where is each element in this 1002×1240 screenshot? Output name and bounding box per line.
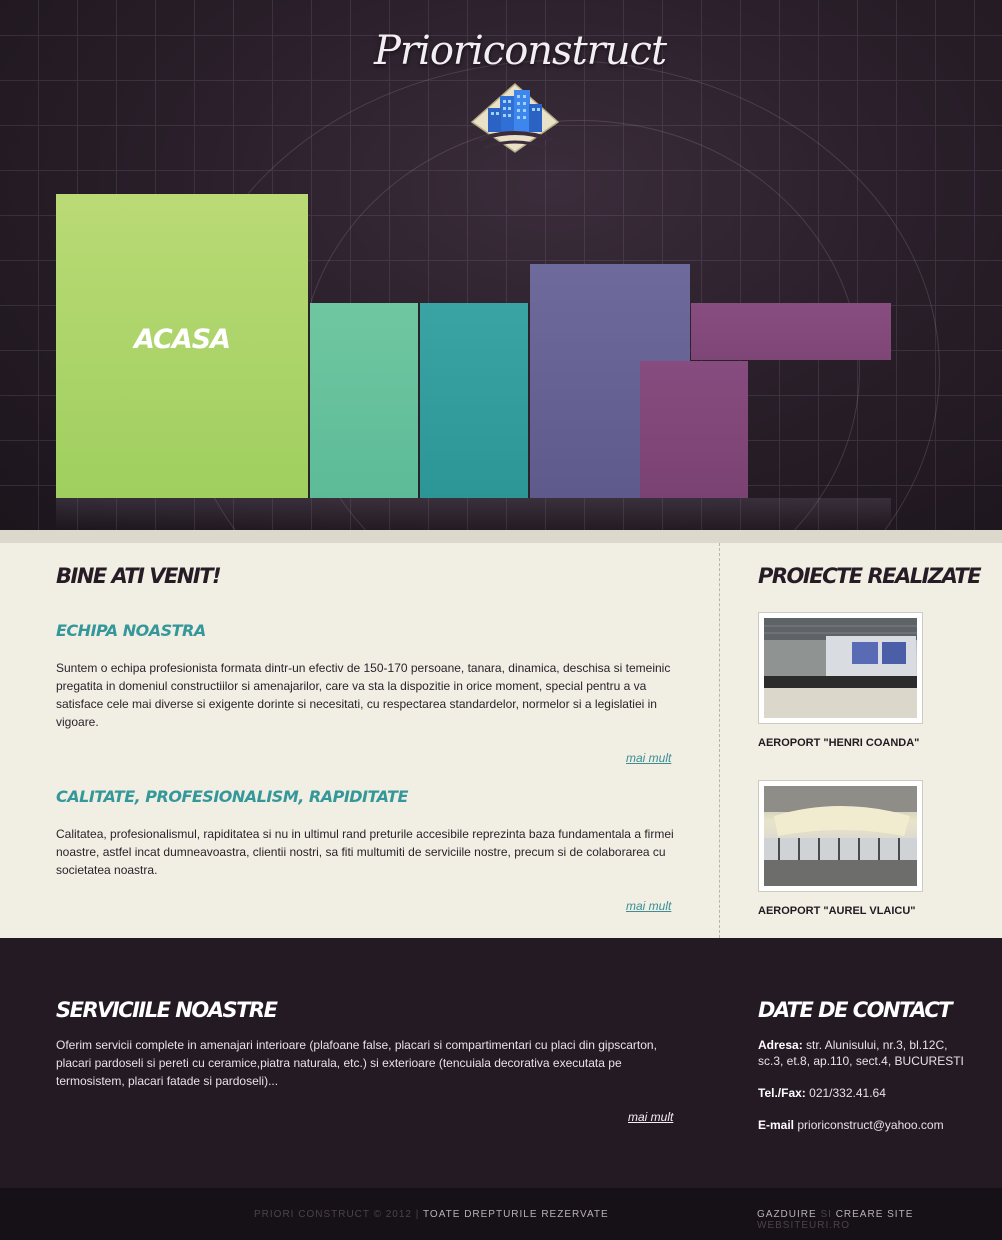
copyright-text: PRIORI CONSTRUCT © 2012	[254, 1209, 412, 1220]
email-link[interactable]: prioriconstruct@yahoo.com	[797, 1118, 944, 1132]
terminal-interior-illustration	[764, 786, 917, 886]
column-divider	[719, 543, 720, 938]
services-text: Oferim servicii complete in amenajari interioare (plafoane false, placari si compartimentari cu placi din gipscarton, placari pardoseli si pereti cu ceramice,piatra naturala, etc.) si exterioare (tencuiala decorativa executata pe termosistem, placari fatade si pardoseli)...	[56, 1038, 657, 1088]
main-content	[0, 530, 1002, 938]
services-read-more-link[interactable]: mai mult	[628, 1110, 674, 1124]
section-title: CALITATE, PROFESIONALISM, RAPIDITATE	[56, 787, 408, 806]
read-more-link[interactable]: mai mult	[626, 899, 672, 913]
nav-tile-5[interactable]	[640, 361, 748, 498]
nav-tile-6[interactable]	[691, 303, 891, 360]
header	[0, 0, 1002, 530]
site-creation-link[interactable]: CREARE SITE	[835, 1209, 914, 1220]
address-label: Adresa:	[758, 1038, 803, 1052]
contact-address	[758, 1037, 964, 1069]
address-line-1: str. Alunisului, nr.3, bl.12C,	[806, 1038, 948, 1052]
project-caption: AEROPORT "AUREL VLAICU"	[758, 905, 916, 917]
nav-tile-acasa[interactable]	[56, 194, 308, 498]
provider-link[interactable]: WEBSITEURI.RO	[757, 1220, 851, 1231]
phone-number: 021/332.41.64	[809, 1086, 886, 1100]
footer-copyright	[254, 1209, 609, 1220]
credits-conjunction: SI	[820, 1209, 832, 1220]
footer-separator: |	[415, 1209, 420, 1220]
contact-email	[758, 1117, 944, 1133]
terminal-interior-illustration	[764, 618, 917, 718]
tiles-reflection	[56, 498, 891, 530]
email-label: E-mail	[758, 1118, 795, 1132]
building-logo-icon[interactable]	[470, 82, 560, 162]
phone-label: Tel./Fax:	[758, 1086, 806, 1100]
contact-heading: DATE DE CONTACT	[758, 998, 952, 1022]
read-more-link[interactable]: mai mult	[626, 751, 672, 765]
nav-tile-acasa-label: ACASA	[133, 324, 231, 355]
logo-text[interactable]: Prioriconstruct	[373, 28, 667, 74]
airport-henri-coanda-photo	[764, 618, 917, 718]
services-heading: SERVICIILE NOASTRE	[56, 998, 277, 1022]
footer-credits	[757, 1209, 1002, 1231]
project-thumbnail[interactable]	[758, 780, 923, 892]
rights-text: TOATE DREPTURILE REZERVATE	[423, 1209, 609, 1220]
contact-phone	[758, 1085, 886, 1101]
services-section	[0, 938, 1002, 1188]
airport-aurel-vlaicu-photo	[764, 786, 917, 886]
tile-divider	[308, 303, 310, 498]
nav-tile-3[interactable]	[420, 303, 528, 498]
project-caption: AEROPORT "HENRI COANDA"	[758, 737, 920, 749]
nav-tile-2[interactable]	[310, 303, 418, 498]
hosting-link[interactable]: GAZDUIRE	[757, 1209, 817, 1220]
footer	[0, 1188, 1002, 1240]
section-text: Suntem o echipa profesionista formata dintr-un efectiv de 150-170 persoane, tanara, dinamica, deschisa si temeinic pregatita in domeniul constructiilor si amenajarilor, care va sta la dispozitie in orice moment, special pentru a va satisface cele mai diverse si exigente dorinte si necesitati, cu respectarea standardelor, normelor si a legislatiei in vigoare.	[56, 661, 671, 729]
section-text: Calitatea, profesionalismul, rapiditatea si nu in ultimul rand preturile accesibile reprezinta baza fundamentala a firmei noastre, astfel incat dumneavoastra, clientii nostri, sa fiti multumiti de serviciile nostre, precum si de colaborarea cu societatea noastra.	[56, 827, 674, 877]
section-title: ECHIPA NOASTRA	[56, 621, 206, 640]
tile-divider	[418, 303, 420, 498]
project-thumbnail[interactable]	[758, 612, 923, 724]
welcome-heading: BINE ATI VENIT!	[56, 564, 221, 588]
projects-heading: PROIECTE REALIZATE	[758, 564, 981, 588]
address-line-2: sc.3, et.8, ap.110, sect.4, BUCURESTI	[758, 1054, 964, 1068]
tile-divider	[528, 303, 530, 498]
